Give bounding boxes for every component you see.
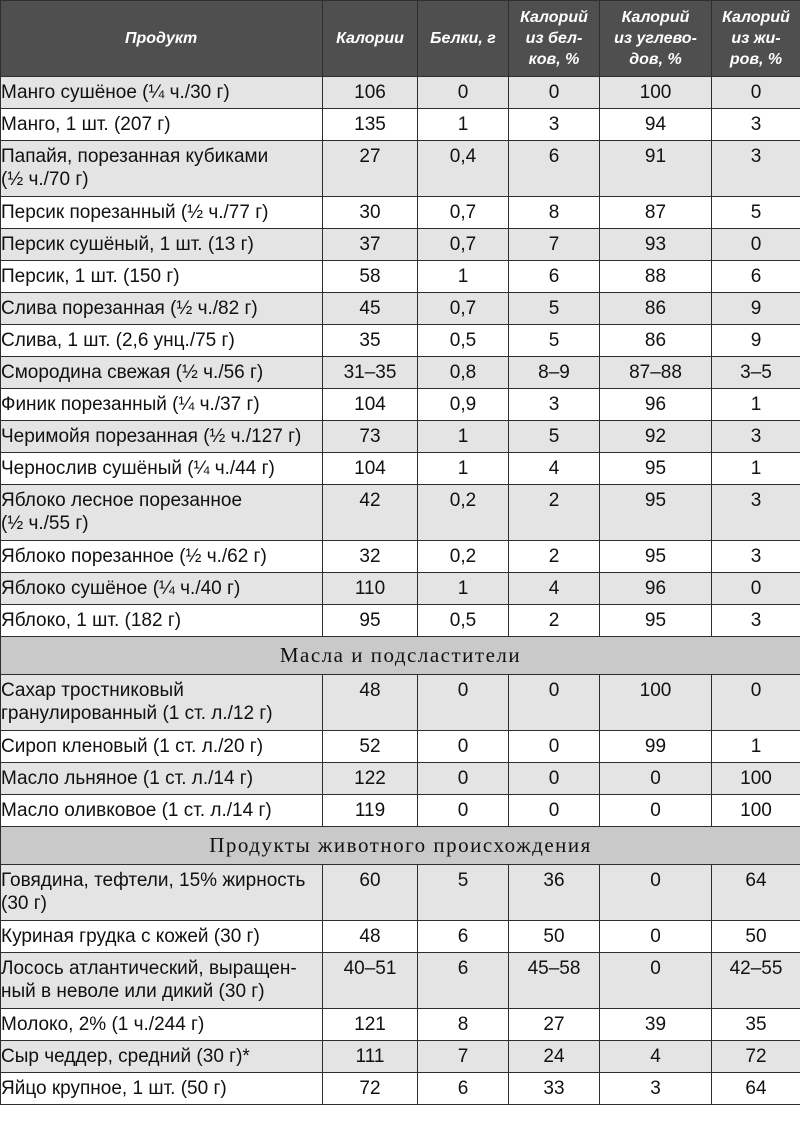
protein-cell: 6: [418, 1073, 509, 1105]
product-name-line: Сыр чеддер, средний (30 г)*: [1, 1046, 250, 1067]
product-name-cell: [1, 1073, 323, 1105]
product-name-line: Персик сушёный, 1 шт. (13 г): [1, 234, 254, 255]
calories-cell: 119: [323, 795, 418, 827]
fat-percent-cell: 72: [712, 1041, 800, 1073]
carb-percent-cell: 88: [600, 261, 712, 293]
table-row: [1, 141, 800, 197]
calories-cell: 110: [323, 573, 418, 605]
fat-percent-cell: 3: [712, 109, 800, 141]
carb-percent-cell: 95: [600, 485, 712, 541]
calories-cell: 31–35: [323, 357, 418, 389]
section-header-row: [1, 637, 800, 675]
product-name-line: Яблоко порезанное (½ ч./62 г): [1, 546, 267, 567]
product-name-line: ный в неволе или дикий (30 г): [1, 981, 265, 1002]
product-name-line: Лосось атлантический, выращен-: [1, 958, 297, 979]
calories-cell: 111: [323, 1041, 418, 1073]
fat-percent-cell: 100: [712, 763, 800, 795]
protein-percent-cell: 4: [509, 453, 600, 485]
fat-percent-cell: 64: [712, 865, 800, 921]
protein-percent-cell: 36: [509, 865, 600, 921]
table-header: [1, 1, 800, 77]
calories-cell: 60: [323, 865, 418, 921]
protein-percent-cell: 50: [509, 921, 600, 953]
product-name-cell: [1, 141, 323, 197]
fat-percent-cell: 3: [712, 421, 800, 453]
product-name-line: (½ ч./55 г): [1, 513, 89, 534]
product-name-line: Манго сушёное (¼ ч./30 г): [1, 82, 230, 103]
protein-cell: 0,2: [418, 541, 509, 573]
section-header-row: [1, 827, 800, 865]
product-name-cell: [1, 675, 323, 731]
protein-cell: 0: [418, 763, 509, 795]
product-name-line: Сироп кленовый (1 ст. л./20 г): [1, 736, 264, 757]
product-name-line: Манго, 1 шт. (207 г): [1, 114, 171, 135]
fat-percent-cell: 0: [712, 573, 800, 605]
fat-percent-cell: 3: [712, 541, 800, 573]
product-name-cell: [1, 357, 323, 389]
protein-cell: 0,7: [418, 229, 509, 261]
calories-cell: 95: [323, 605, 418, 637]
protein-cell: 1: [418, 573, 509, 605]
fat-percent-cell: 35: [712, 1009, 800, 1041]
table-row: [1, 389, 800, 421]
product-name-cell: [1, 229, 323, 261]
product-name-cell: [1, 389, 323, 421]
calories-cell: 52: [323, 731, 418, 763]
product-name-cell: [1, 605, 323, 637]
calories-cell: 106: [323, 77, 418, 109]
column-header-protein-percent: Калорий из бел- ков, %: [509, 1, 600, 77]
calories-cell: 48: [323, 675, 418, 731]
product-name-line: Слива, 1 шт. (2,6 унц./75 г): [1, 330, 235, 351]
calories-cell: 104: [323, 389, 418, 421]
product-name-line: (½ ч./70 г): [1, 169, 89, 190]
product-name-cell: [1, 293, 323, 325]
fat-percent-cell: 5: [712, 197, 800, 229]
protein-cell: 0: [418, 731, 509, 763]
protein-cell: 0: [418, 77, 509, 109]
protein-cell: 6: [418, 953, 509, 1009]
fat-percent-cell: 3–5: [712, 357, 800, 389]
section-title: Продукты животного происхождения: [1, 827, 800, 865]
product-name-line: Масло льняное (1 ст. л./14 г): [1, 768, 254, 789]
product-name-line: Яйцо крупное, 1 шт. (50 г): [1, 1078, 227, 1099]
table-row: [1, 541, 800, 573]
protein-percent-cell: 2: [509, 541, 600, 573]
product-name-line: Сахар тростниковый: [1, 680, 184, 701]
product-name-cell: [1, 541, 323, 573]
product-name-cell: [1, 1041, 323, 1073]
protein-cell: 0: [418, 795, 509, 827]
table-row: [1, 325, 800, 357]
protein-cell: 0,9: [418, 389, 509, 421]
calories-cell: 72: [323, 1073, 418, 1105]
protein-cell: 1: [418, 453, 509, 485]
protein-percent-cell: 0: [509, 795, 600, 827]
calories-cell: 35: [323, 325, 418, 357]
protein-cell: 0,2: [418, 485, 509, 541]
carb-percent-cell: 96: [600, 389, 712, 421]
carb-percent-cell: 0: [600, 921, 712, 953]
carb-percent-cell: 96: [600, 573, 712, 605]
table-row: [1, 921, 800, 953]
protein-percent-cell: 27: [509, 1009, 600, 1041]
calories-cell: 104: [323, 453, 418, 485]
table-row: [1, 1073, 800, 1105]
protein-cell: 0: [418, 675, 509, 731]
table-row: [1, 605, 800, 637]
table-row: [1, 795, 800, 827]
product-name-cell: [1, 453, 323, 485]
table-row: [1, 197, 800, 229]
product-name-cell: [1, 731, 323, 763]
calories-cell: 122: [323, 763, 418, 795]
table-row: [1, 675, 800, 731]
product-name-line: Молоко, 2% (1 ч./244 г): [1, 1014, 205, 1035]
protein-percent-cell: 45–58: [509, 953, 600, 1009]
product-name-cell: [1, 763, 323, 795]
column-header-protein: Белки, г: [418, 1, 509, 77]
calories-cell: 27: [323, 141, 418, 197]
table-row: [1, 763, 800, 795]
carb-percent-cell: 39: [600, 1009, 712, 1041]
column-header-fat-percent: Калорий из жи- ров, %: [712, 1, 800, 77]
product-name-line: Смородина свежая (½ ч./56 г): [1, 362, 264, 383]
product-name-line: Масло оливковое (1 ст. л./14 г): [1, 800, 272, 821]
protein-percent-cell: 6: [509, 141, 600, 197]
protein-percent-cell: 3: [509, 389, 600, 421]
carb-percent-cell: 95: [600, 541, 712, 573]
carb-percent-cell: 100: [600, 675, 712, 731]
protein-percent-cell: 4: [509, 573, 600, 605]
product-name-line: Финик порезанный (¼ ч./37 г): [1, 394, 260, 415]
carb-percent-cell: 4: [600, 1041, 712, 1073]
protein-percent-cell: 0: [509, 731, 600, 763]
protein-percent-cell: 2: [509, 485, 600, 541]
product-name-line: Черимойя порезанная (½ ч./127 г): [1, 426, 302, 447]
product-name-line: Слива порезанная (½ ч./82 г): [1, 298, 258, 319]
table-row: [1, 953, 800, 1009]
product-name-line: гранулированный (1 ст. л./12 г): [1, 703, 273, 724]
table-row: [1, 109, 800, 141]
section-title: Масла и подсластители: [1, 637, 800, 675]
protein-percent-cell: 2: [509, 605, 600, 637]
carb-percent-cell: 0: [600, 795, 712, 827]
protein-cell: 5: [418, 865, 509, 921]
protein-percent-cell: 6: [509, 261, 600, 293]
protein-percent-cell: 0: [509, 675, 600, 731]
fat-percent-cell: 9: [712, 325, 800, 357]
product-name-cell: [1, 421, 323, 453]
calories-cell: 121: [323, 1009, 418, 1041]
column-header-carb-percent: Калорий из углево- дов, %: [600, 1, 712, 77]
calories-cell: 73: [323, 421, 418, 453]
table-row: [1, 229, 800, 261]
table-row: [1, 865, 800, 921]
product-name-cell: [1, 953, 323, 1009]
carb-percent-cell: 87: [600, 197, 712, 229]
calories-cell: 48: [323, 921, 418, 953]
protein-percent-cell: 5: [509, 293, 600, 325]
carb-percent-cell: 87–88: [600, 357, 712, 389]
protein-percent-cell: 5: [509, 325, 600, 357]
table-row: [1, 357, 800, 389]
table-row: [1, 77, 800, 109]
calories-cell: 45: [323, 293, 418, 325]
product-name-line: Яблоко лесное порезанное: [1, 490, 243, 511]
header-row: [1, 1, 800, 77]
product-name-cell: [1, 109, 323, 141]
product-name-cell: [1, 1009, 323, 1041]
fat-percent-cell: 9: [712, 293, 800, 325]
table-row: [1, 293, 800, 325]
protein-cell: 0,5: [418, 325, 509, 357]
fat-percent-cell: 1: [712, 731, 800, 763]
table-row: [1, 421, 800, 453]
carb-percent-cell: 0: [600, 763, 712, 795]
calories-cell: 58: [323, 261, 418, 293]
carb-percent-cell: 92: [600, 421, 712, 453]
product-name-line: Персик, 1 шт. (150 г): [1, 266, 180, 287]
carb-percent-cell: 91: [600, 141, 712, 197]
product-name-cell: [1, 485, 323, 541]
table-row: [1, 731, 800, 763]
carb-percent-cell: 93: [600, 229, 712, 261]
carb-percent-cell: 0: [600, 865, 712, 921]
calories-cell: 37: [323, 229, 418, 261]
fat-percent-cell: 3: [712, 605, 800, 637]
table-row: [1, 1041, 800, 1073]
product-name-line: Куриная грудка с кожей (30 г): [1, 926, 260, 947]
product-name-cell: [1, 77, 323, 109]
product-name-cell: [1, 197, 323, 229]
protein-cell: 0,7: [418, 293, 509, 325]
product-name-cell: [1, 921, 323, 953]
fat-percent-cell: 100: [712, 795, 800, 827]
carb-percent-cell: 86: [600, 293, 712, 325]
protein-percent-cell: 3: [509, 109, 600, 141]
carb-percent-cell: 0: [600, 953, 712, 1009]
protein-percent-cell: 24: [509, 1041, 600, 1073]
protein-cell: 8: [418, 1009, 509, 1041]
product-name-line: (30 г): [1, 893, 47, 914]
carb-percent-cell: 3: [600, 1073, 712, 1105]
carb-percent-cell: 95: [600, 605, 712, 637]
product-name-cell: [1, 865, 323, 921]
calories-cell: 32: [323, 541, 418, 573]
table-row: [1, 453, 800, 485]
product-name-line: Яблоко сушёное (¼ ч./40 г): [1, 578, 241, 599]
protein-cell: 0,8: [418, 357, 509, 389]
fat-percent-cell: 64: [712, 1073, 800, 1105]
column-header-calories: Калории: [323, 1, 418, 77]
carb-percent-cell: 95: [600, 453, 712, 485]
table-row: [1, 261, 800, 293]
protein-percent-cell: 33: [509, 1073, 600, 1105]
calories-cell: 30: [323, 197, 418, 229]
protein-cell: 1: [418, 109, 509, 141]
product-name-cell: [1, 325, 323, 357]
protein-percent-cell: 0: [509, 77, 600, 109]
protein-percent-cell: 7: [509, 229, 600, 261]
product-name-line: Чернослив сушёный (¼ ч./44 г): [1, 458, 275, 479]
column-header-product: Продукт: [1, 1, 323, 77]
fat-percent-cell: 50: [712, 921, 800, 953]
protein-percent-cell: 0: [509, 763, 600, 795]
protein-cell: 0,5: [418, 605, 509, 637]
calories-cell: 135: [323, 109, 418, 141]
protein-cell: 1: [418, 261, 509, 293]
product-name-line: Папайя, порезанная кубиками: [1, 146, 269, 167]
table-row: [1, 1009, 800, 1041]
product-name-cell: [1, 795, 323, 827]
product-name-line: Персик порезанный (½ ч./77 г): [1, 202, 269, 223]
product-name-cell: [1, 261, 323, 293]
carb-percent-cell: 94: [600, 109, 712, 141]
fat-percent-cell: 42–55: [712, 953, 800, 1009]
table-row: [1, 485, 800, 541]
protein-cell: 7: [418, 1041, 509, 1073]
table-body: [1, 77, 800, 1105]
carb-percent-cell: 99: [600, 731, 712, 763]
carb-percent-cell: 86: [600, 325, 712, 357]
protein-percent-cell: 8: [509, 197, 600, 229]
fat-percent-cell: 1: [712, 453, 800, 485]
product-name-cell: [1, 573, 323, 605]
protein-percent-cell: 8–9: [509, 357, 600, 389]
calories-cell: 40–51: [323, 953, 418, 1009]
protein-cell: 6: [418, 921, 509, 953]
fat-percent-cell: 0: [712, 229, 800, 261]
calories-cell: 42: [323, 485, 418, 541]
carb-percent-cell: 100: [600, 77, 712, 109]
protein-cell: 0,4: [418, 141, 509, 197]
protein-percent-cell: 5: [509, 421, 600, 453]
fat-percent-cell: 1: [712, 389, 800, 421]
product-name-line: Яблоко, 1 шт. (182 г): [1, 610, 182, 631]
protein-cell: 0,7: [418, 197, 509, 229]
fat-percent-cell: 3: [712, 141, 800, 197]
fat-percent-cell: 6: [712, 261, 800, 293]
table-row: [1, 573, 800, 605]
fat-percent-cell: 0: [712, 675, 800, 731]
fat-percent-cell: 0: [712, 77, 800, 109]
fat-percent-cell: 3: [712, 485, 800, 541]
product-name-line: Говядина, тефтели, 15% жирность: [1, 870, 306, 891]
protein-cell: 1: [418, 421, 509, 453]
